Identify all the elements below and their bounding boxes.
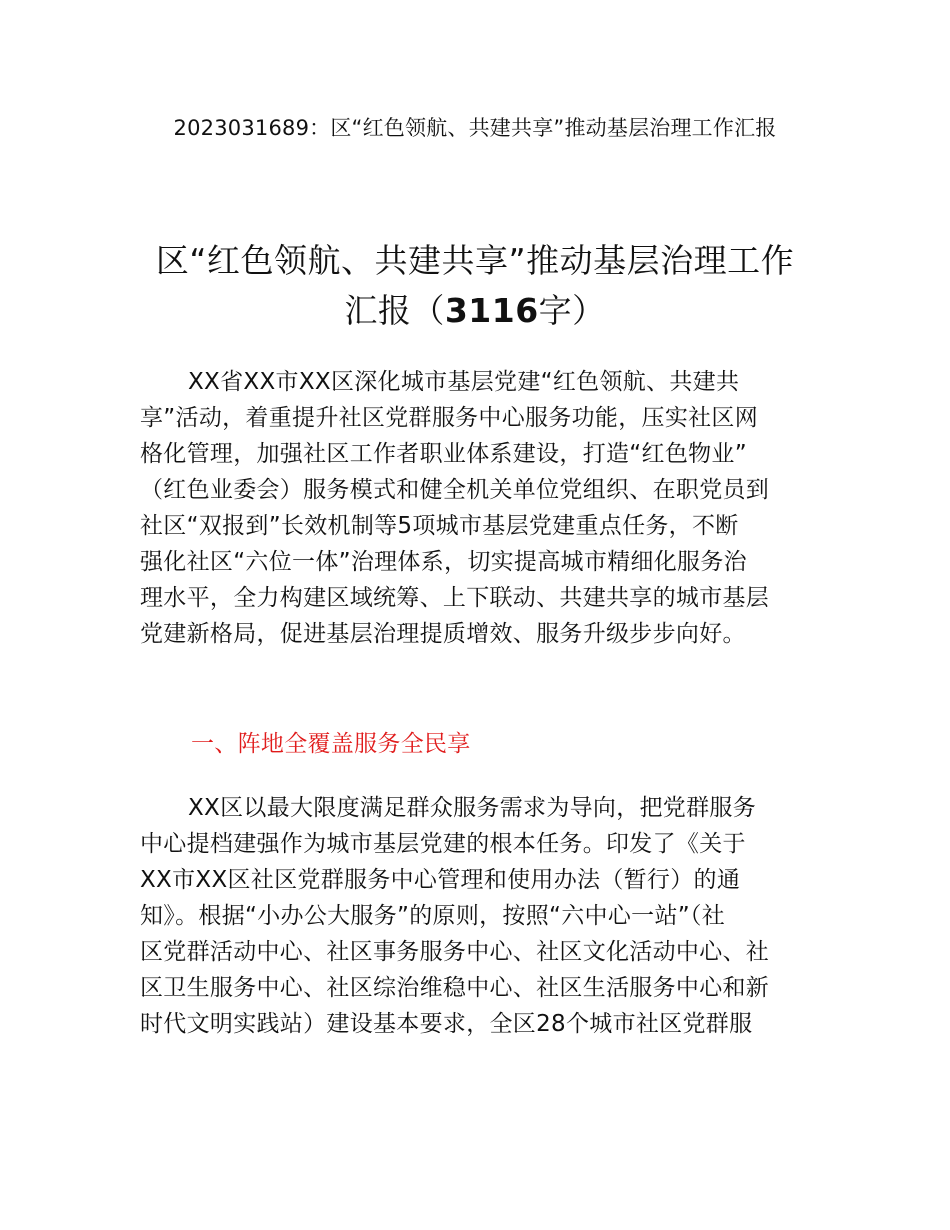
section-heading: 一、阵地全覆盖服务全民享	[191, 731, 471, 757]
title-line-2	[140, 286, 810, 336]
title-line-1: 区“红色领航、共建共享”推动基层治理工作	[155, 241, 795, 280]
paragraph-line: 时代文明实践站）建设基本要求，全区28个城市社区党群服	[140, 1011, 753, 1037]
paragraph-line: 格化管理，加强社区工作者职业体系建设，打造“红色物业”	[140, 441, 747, 467]
word-count: 3116	[444, 291, 539, 330]
paragraph-line: 中心提档建强作为城市基层党建的根本任务。印发了《关于	[140, 831, 746, 857]
paragraph-line: 享”活动，着重提升社区党群服务中心服务功能，压实社区网	[140, 405, 759, 431]
paragraph-line: 社区“双报到”长效机制等5项城市基层党建重点任务，不断	[140, 513, 739, 539]
paragraph-line: 党建新格局，促进基层治理提质增效、服务升级步步向好。	[140, 621, 746, 647]
paragraph-line: XX市XX区社区党群服务中心管理和使用办法（暂行）的通	[140, 867, 741, 893]
document-header: 2023031689：区“红色领航、共建共享”推动基层治理工作汇报	[173, 116, 777, 140]
paragraph-section-1	[140, 790, 820, 1042]
paragraph-line: 强化社区“六位一体”治理体系，切实提高城市精细化服务治	[140, 549, 747, 575]
paragraph-line: 区党群活动中心、社区事务服务中心、社区文化活动中心、社	[140, 939, 770, 965]
paragraph-intro	[140, 364, 820, 652]
paragraph-line: 知》。根据“小办公大服务”的原则，按照“六中心一站”（社	[140, 903, 726, 929]
document-title	[140, 236, 810, 336]
paragraph-line: XX省XX市XX区深化城市基层党建“红色领航、共建共	[188, 369, 740, 395]
paragraph-line: （红色业委会）服务模式和健全机关单位党组织、在职党员到	[140, 477, 770, 503]
paragraph-line: XX区以最大限度满足群众服务需求为导向，把党群服务	[188, 795, 757, 821]
paragraph-line: 理水平，全力构建区域统筹、上下联动、共建共享的城市基层	[140, 585, 770, 611]
title-suffix: 字）	[538, 291, 606, 330]
title-prefix: 汇报（	[344, 291, 445, 330]
paragraph-line: 区卫生服务中心、社区综治维稳中心、社区生活服务中心和新	[140, 975, 770, 1001]
